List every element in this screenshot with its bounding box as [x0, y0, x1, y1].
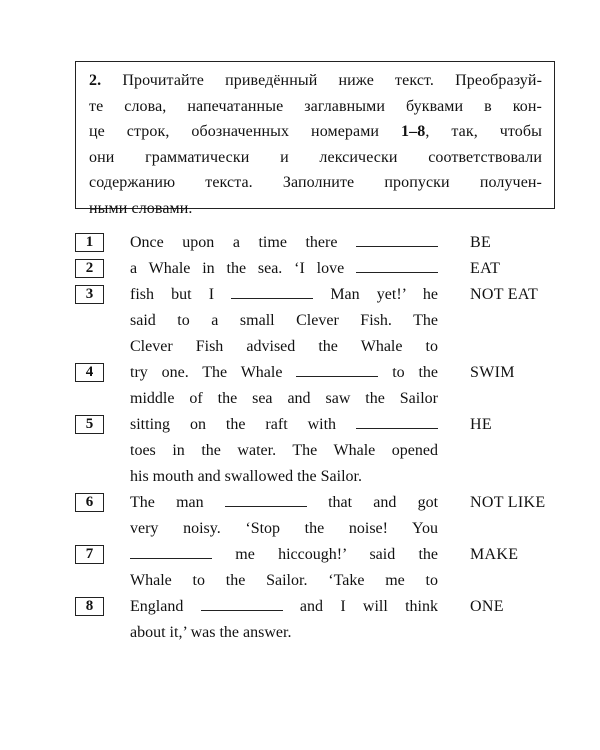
answer-blank-7[interactable] — [130, 542, 212, 559]
exercise-row — [75, 516, 565, 542]
exercise-row — [75, 464, 565, 490]
exercise-row — [75, 568, 565, 594]
exercise-row — [75, 308, 565, 334]
task-instructions — [75, 61, 555, 217]
exercise-row-5 — [75, 412, 565, 438]
answer-blank-5[interactable] — [356, 412, 438, 429]
item-number-box: 1 — [75, 233, 104, 252]
line-text: a Whale in the sea. ‘I love — [130, 256, 438, 282]
line-text: try one. The Whale to the — [130, 360, 438, 386]
answer-blank-6[interactable] — [225, 490, 307, 507]
base-word: BE — [470, 234, 492, 251]
line-text: The man that and got — [130, 490, 438, 516]
item-number-box: 2 — [75, 259, 104, 278]
exercise-row-8 — [75, 594, 565, 620]
exercise-row-7 — [75, 542, 565, 568]
base-word: ONE — [470, 598, 504, 615]
line-text: said to a small Clever Fish. The — [130, 312, 438, 329]
exercise-row-4 — [75, 360, 565, 386]
answer-blank-1[interactable] — [356, 230, 438, 247]
item-number-box: 4 — [75, 363, 104, 382]
line-text: England and I will think — [130, 594, 438, 620]
task-number: 2. — [89, 72, 102, 89]
base-word: SWIM — [470, 364, 515, 381]
exercise-row — [75, 334, 565, 360]
range-numbers: 1–8 — [401, 123, 426, 140]
line-text: Once upon a time there — [130, 230, 438, 256]
instruction-line-2: те слова, напечатанные заглавными буквами в кон- — [89, 97, 542, 115]
line-text: Clever Fish advised the Whale to — [130, 338, 438, 355]
base-word: HE — [470, 416, 492, 433]
instruction-line-4: они грамматически и лексически соответствовали — [89, 148, 542, 166]
line-text: about it,’ was the answer. — [130, 624, 292, 641]
exercise-row-1 — [75, 230, 565, 256]
instruction-line-3: це строк, обозначенных номерами 1–8, так, чтобы — [89, 123, 542, 140]
base-word: NOT LIKE — [470, 494, 546, 511]
line-text: middle of the sea and saw the Sailor — [130, 390, 438, 407]
line-text: toes in the water. The Whale opened — [130, 442, 438, 459]
answer-blank-2[interactable] — [356, 256, 438, 273]
exercise-row-6 — [75, 490, 565, 516]
line-text: his mouth and swallowed the Sailor. — [130, 468, 362, 485]
line-text: sitting on the raft with — [130, 412, 438, 438]
line-text: very noisy. ‘Stop the noise! You — [130, 520, 438, 537]
exercise-row — [75, 438, 565, 464]
item-number-box: 8 — [75, 597, 104, 616]
answer-blank-8[interactable] — [201, 594, 283, 611]
answer-blank-4[interactable] — [296, 360, 378, 377]
item-number-box: 7 — [75, 545, 104, 564]
line-text: me hiccough!’ said the — [130, 542, 438, 568]
base-word: NOT EAT — [470, 286, 539, 303]
line-text: fish but I Man yet!’ he — [130, 282, 438, 308]
instruction-line-6: ными словами. — [89, 199, 193, 217]
base-word: EAT — [470, 260, 501, 277]
exercise-row-2 — [75, 256, 565, 282]
item-number-box: 5 — [75, 415, 104, 434]
item-number-box: 3 — [75, 285, 104, 304]
line-text: Whale to the Sailor. ‘Take me to — [130, 572, 438, 589]
exercise-row-3 — [75, 282, 565, 308]
answer-blank-3[interactable] — [231, 282, 313, 299]
item-number-box: 6 — [75, 493, 104, 512]
exercise-row — [75, 386, 565, 412]
instruction-line-1: 2. Прочитайте приведённый ниже текст. Преобразуй- — [89, 72, 542, 89]
exercise-row — [75, 620, 565, 646]
base-word: MAKE — [470, 546, 519, 563]
instruction-line-5: содержанию текста. Заполните пропуски получен- — [89, 174, 542, 191]
